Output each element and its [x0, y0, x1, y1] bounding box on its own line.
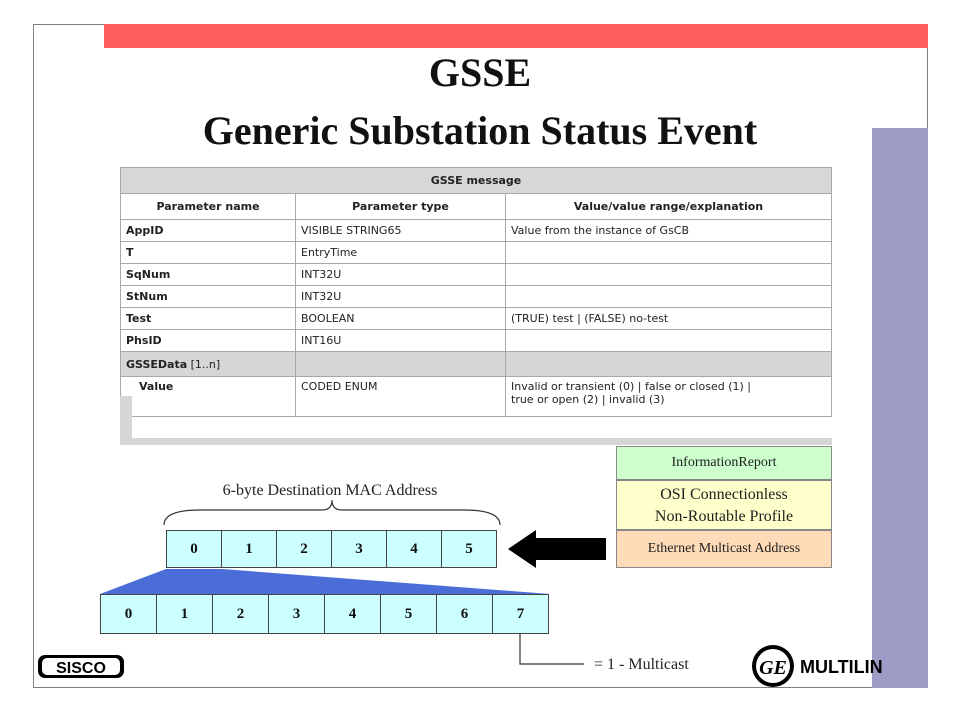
param-type: VISIBLE STRING65 — [296, 220, 506, 242]
param-type: EntryTime — [296, 242, 506, 264]
header-value-range: Value/value range/explanation — [506, 194, 832, 220]
bit-cell: 1 — [156, 594, 213, 634]
mac-byte-cell: 0 — [166, 530, 222, 568]
ge-logo-icon — [752, 645, 794, 687]
stack-osi-line-2: Non-Routable Profile — [654, 508, 794, 525]
group-multiplicity: [1..n] — [187, 357, 221, 371]
slide-title: GSSE — [428, 50, 532, 95]
stack-information-report: InformationReport — [616, 446, 832, 480]
group-name-text: GSSEData — [126, 357, 188, 371]
value-line-2: true or open (2) | invalid (3) — [511, 393, 665, 406]
bit-cell: 7 — [492, 594, 549, 634]
param-name: T — [121, 242, 296, 264]
mac-brace — [164, 500, 500, 525]
param-name: Value — [121, 377, 296, 417]
stack-ethernet-multicast: Ethernet Multicast Address — [616, 530, 832, 568]
param-name: AppID — [121, 220, 296, 242]
bit-cell: 6 — [436, 594, 493, 634]
multicast-callout-line — [520, 634, 584, 664]
bit-cell: 2 — [212, 594, 269, 634]
mac-byte-cell: 2 — [276, 530, 332, 568]
param-type: INT16U — [296, 330, 506, 352]
arrow-left-icon — [508, 530, 606, 568]
mac-byte-cell: 5 — [441, 530, 497, 568]
multicast-label: = 1 - Multicast — [594, 656, 689, 673]
mac-byte-cell: 4 — [386, 530, 442, 568]
mac-byte-cell: 3 — [331, 530, 387, 568]
slide-subtitle: Generic Substation Status Event — [202, 108, 758, 153]
param-type: BOOLEAN — [296, 308, 506, 330]
table-caption: GSSE message — [121, 168, 832, 194]
bit-cell: 5 — [380, 594, 437, 634]
param-type: INT32U — [296, 264, 506, 286]
param-name: StNum — [121, 286, 296, 308]
multilin-logo-text: MULTILIN — [800, 657, 883, 677]
sisco-logo-icon — [38, 655, 124, 678]
param-name: PhsID — [121, 330, 296, 352]
bit-cell: 4 — [324, 594, 381, 634]
param-value: Value from the instance of GsCB — [506, 220, 832, 242]
ge-logo-mark: GE — [759, 657, 787, 679]
byte-bit-row — [100, 594, 548, 634]
sisco-logo-text: SISCO — [56, 660, 106, 677]
param-type: CODED ENUM — [296, 377, 506, 417]
byte-expansion-wedge — [100, 569, 550, 594]
value-line-1: Invalid or transient (0) | false or closed (1) | — [511, 380, 751, 393]
param-value: (TRUE) test | (FALSE) no-test — [506, 308, 832, 330]
mac-address-label: 6-byte Destination MAC Address — [222, 482, 438, 499]
param-name: SqNum — [121, 264, 296, 286]
param-type: INT32U — [296, 286, 506, 308]
stack-osi-line-1: OSI Connectionless — [660, 486, 788, 503]
mac-byte-cell: 1 — [221, 530, 277, 568]
mac-byte-row — [166, 530, 496, 568]
param-name: Test — [121, 308, 296, 330]
header-parameter-name: Parameter name — [121, 194, 296, 220]
header-parameter-type: Parameter type — [296, 194, 506, 220]
bit-cell: 0 — [100, 594, 157, 634]
bit-cell: 3 — [268, 594, 325, 634]
